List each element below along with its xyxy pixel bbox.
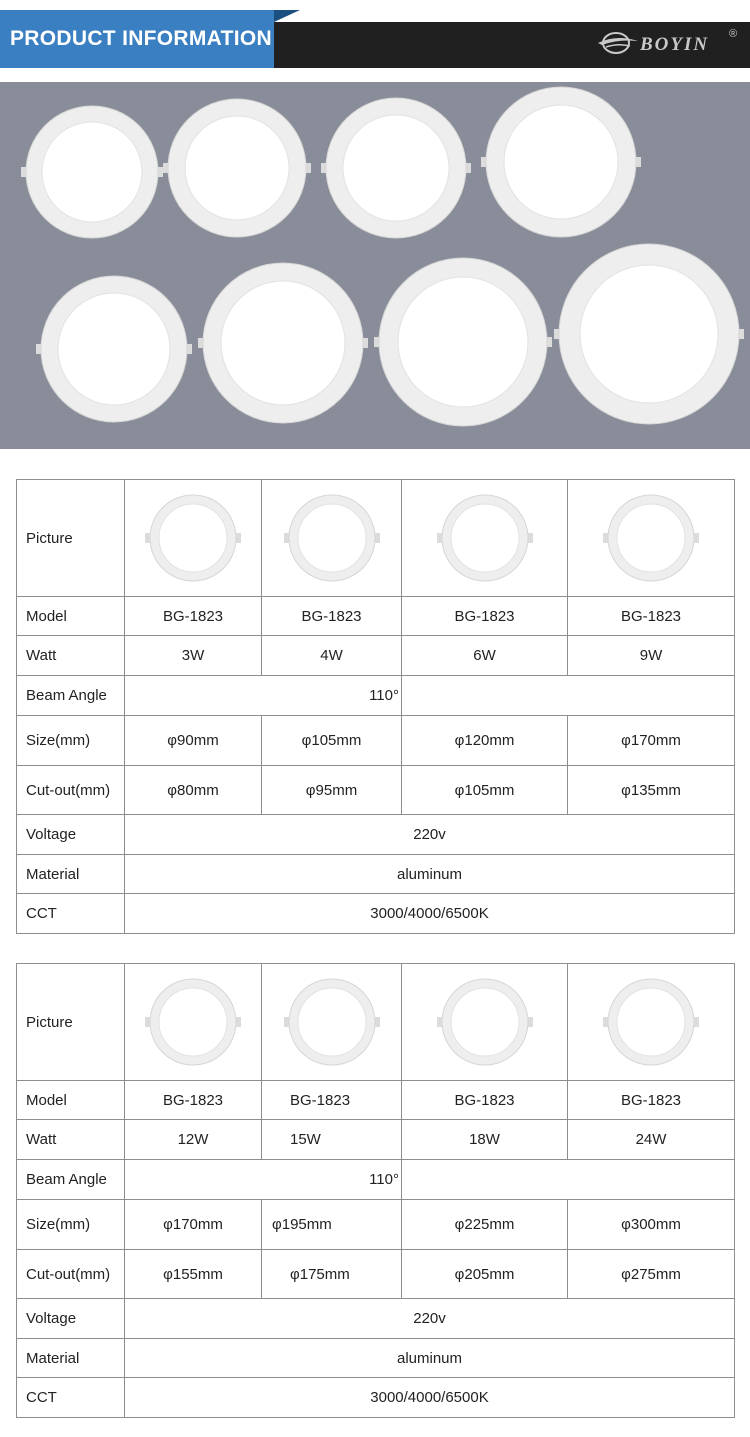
size-cell: φ120mm [402, 716, 568, 766]
material-value: aluminum [125, 1339, 735, 1378]
row-label-size: Size(mm) [17, 1200, 125, 1250]
watt-cell: 3W [125, 636, 262, 676]
model-cell: BG-1823 [125, 1081, 262, 1120]
model-cell: BG-1823 [262, 1081, 402, 1120]
thumbnail-panel [284, 979, 380, 1065]
size-cell: φ170mm [568, 716, 735, 766]
watt-cell: 9W [568, 636, 735, 676]
size-cell: φ90mm [125, 716, 262, 766]
row-label-voltage: Voltage [17, 1299, 125, 1339]
row-label-beam-angle: Beam Angle [17, 676, 125, 716]
picture-cell [402, 964, 568, 1081]
row-label-material: Material [17, 1339, 125, 1378]
row-label-cutout: Cut-out(mm) [17, 766, 125, 815]
hero-panel-4 [481, 87, 641, 237]
row-watt [17, 636, 735, 676]
row-cct [17, 894, 735, 934]
model-cell: BG-1823 [262, 597, 402, 636]
page-title: PRODUCT INFORMATION [10, 27, 272, 50]
downlight-thumbnail-icon [435, 977, 535, 1067]
row-label-picture: Picture [17, 964, 125, 1081]
row-label-watt: Watt [17, 1120, 125, 1160]
row-size [17, 716, 735, 766]
picture-cell [402, 480, 568, 597]
row-beam-angle [17, 676, 735, 716]
row-label-model: Model [17, 597, 125, 636]
watt-cell: 12W [125, 1120, 262, 1160]
model-cell: BG-1823 [402, 1081, 568, 1120]
hero-panel-7 [374, 258, 552, 426]
row-label-cct: CCT [17, 894, 125, 934]
row-cct [17, 1378, 735, 1418]
downlight-thumbnail-icon [282, 977, 382, 1067]
size-cell: φ225mm [402, 1200, 568, 1250]
row-size [17, 1200, 735, 1250]
header [0, 0, 750, 68]
cutout-cell: φ175mm [262, 1250, 402, 1299]
hero-panel-1 [21, 106, 163, 238]
cct-value: 3000/4000/6500K [125, 1378, 735, 1418]
hero-panel-8 [554, 244, 744, 424]
row-label-cutout: Cut-out(mm) [17, 1250, 125, 1299]
picture-cell [125, 964, 262, 1081]
hero-panel-3 [321, 98, 471, 238]
boyin-logo-icon [596, 30, 640, 56]
picture-cell [262, 964, 402, 1081]
cutout-cell: φ105mm [402, 766, 568, 815]
hero-panel-6 [198, 263, 368, 423]
downlight-thumbnail-icon [435, 493, 535, 583]
thumbnail-panel [145, 979, 241, 1065]
beam-angle-empty [402, 1160, 735, 1200]
thumbnail-panel [145, 495, 241, 581]
header-tab-fold [274, 10, 300, 22]
size-cell: φ300mm [568, 1200, 735, 1250]
thumbnail-panel [284, 495, 380, 581]
downlight-thumbnail-icon [601, 977, 701, 1067]
voltage-value: 220v [125, 815, 735, 855]
picture-cell [125, 480, 262, 597]
thumbnail-panel [603, 495, 699, 581]
downlight-thumbnail-icon [282, 493, 382, 583]
picture-cell [262, 480, 402, 597]
size-cell: φ105mm [262, 716, 402, 766]
row-label-model: Model [17, 1081, 125, 1120]
row-cutout [17, 1250, 735, 1299]
beam-angle-empty [402, 676, 735, 716]
cct-value: 3000/4000/6500K [125, 894, 735, 934]
downlight-thumbnail-icon [143, 493, 243, 583]
beam-angle-value: 110° [125, 1160, 402, 1200]
spec-table-2 [16, 963, 735, 1418]
model-cell: BG-1823 [568, 597, 735, 636]
row-material [17, 855, 735, 894]
row-beam-angle [17, 1160, 735, 1200]
watt-cell: 15W [262, 1120, 402, 1160]
row-label-beam-angle: Beam Angle [17, 1160, 125, 1200]
brand-name: BOYIN [640, 34, 710, 55]
thumbnail-panel [437, 495, 533, 581]
cutout-cell: φ135mm [568, 766, 735, 815]
downlight-thumbnail-icon [143, 977, 243, 1067]
row-label-material: Material [17, 855, 125, 894]
hero-panels-illustration [0, 82, 750, 449]
thumbnail-panel [437, 979, 533, 1065]
registered-mark: ® [729, 28, 738, 40]
row-label-picture: Picture [17, 480, 125, 597]
model-cell: BG-1823 [402, 597, 568, 636]
beam-angle-value: 110° [125, 676, 402, 716]
picture-cell [568, 480, 735, 597]
hero-product-photo [0, 82, 750, 449]
row-label-voltage: Voltage [17, 815, 125, 855]
cutout-cell: φ80mm [125, 766, 262, 815]
row-watt [17, 1120, 735, 1160]
downlight-thumbnail-icon [601, 493, 701, 583]
thumbnail-panel [603, 979, 699, 1065]
row-voltage [17, 1299, 735, 1339]
cutout-cell: φ155mm [125, 1250, 262, 1299]
hero-panel-5 [36, 276, 192, 422]
row-picture [17, 480, 735, 597]
hero-panel-2 [163, 99, 311, 237]
row-cutout [17, 766, 735, 815]
cutout-cell: φ95mm [262, 766, 402, 815]
row-label-cct: CCT [17, 1378, 125, 1418]
watt-cell: 18W [402, 1120, 568, 1160]
watt-cell: 6W [402, 636, 568, 676]
watt-cell: 24W [568, 1120, 735, 1160]
row-material [17, 1339, 735, 1378]
row-picture [17, 964, 735, 1081]
row-label-size: Size(mm) [17, 716, 125, 766]
material-value: aluminum [125, 855, 735, 894]
size-cell: φ170mm [125, 1200, 262, 1250]
row-model [17, 597, 735, 636]
row-voltage [17, 815, 735, 855]
row-model [17, 1081, 735, 1120]
spec-table-1 [16, 479, 735, 934]
model-cell: BG-1823 [568, 1081, 735, 1120]
brand-logo [596, 26, 746, 60]
cutout-cell: φ275mm [568, 1250, 735, 1299]
size-cell: φ195mm [262, 1200, 402, 1250]
row-label-watt: Watt [17, 636, 125, 676]
watt-cell: 4W [262, 636, 402, 676]
model-cell: BG-1823 [125, 597, 262, 636]
voltage-value: 220v [125, 1299, 735, 1339]
picture-cell [568, 964, 735, 1081]
cutout-cell: φ205mm [402, 1250, 568, 1299]
